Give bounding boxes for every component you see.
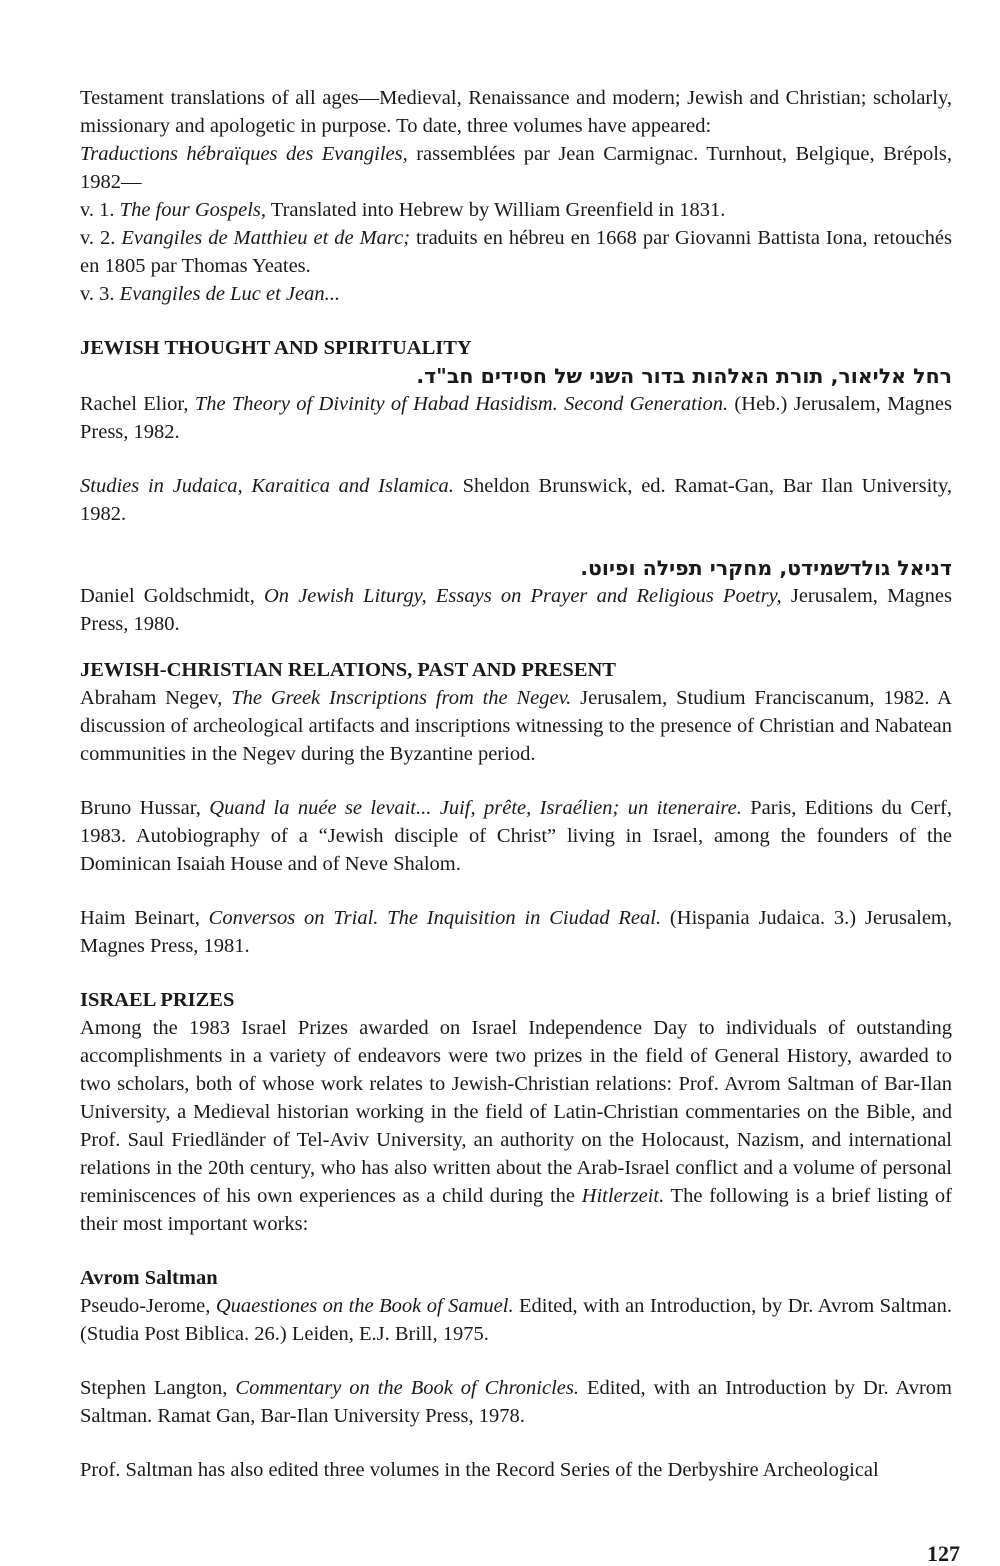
volume-2: v. 2. Evangiles de Matthieu et de Marc; traduits en hébreu en 1668 par Giovanni Battista Iona, retouchés en 1805 par Thomas Yeates. — [80, 227, 952, 277]
entry-elior: Rachel Elior, The Theory of Divinity of Habad Hasidism. Second Generation. (Heb.) Jerusalem, Magnes Press, 1982. — [80, 393, 952, 443]
entry-hussar: Bruno Hussar, Quand la nuée se levait... Juif, prête, Israélien; un iteneraire. Paris, Editions du Cerf, 1983. Autobiography of a “Jewish disciple of Christ” living in Israel, among the founders of the Dominican Isaiah House and of Neve Shalom. — [80, 797, 952, 875]
section-heading-relations: JEWISH-CHRISTIAN RELATIONS, PAST AND PRESENT — [80, 659, 616, 681]
section-heading-israel-prizes: ISRAEL PRIZES — [80, 989, 235, 1011]
israel-prizes-paragraph: Among the 1983 Israel Prizes awarded on Israel Independence Day to individuals of outstanding accomplishments in a variety of endeavors were two prizes in the field of General History, awarded to two scholars, both of whose work relates to Jewish-Christian relations: Prof. Avrom Saltman of Bar-Ilan University, a Medieval historian working in the field of Latin-Christian commentaries on the Bible, and Prof. Saul Friedländer of Tel-Aviv University, an authority on the Holocaust, Nazism, and international relations in the 20th century, who has also written about the Arab-Israel conflict and a volume of personal reminiscences of his own experiences as a child during the Hitlerzeit. The following is a brief listing of their most important works: — [80, 1017, 952, 1235]
entry-langton: Stephen Langton, Commentary on the Book of Chronicles. Edited, with an Introduction by Dr. Avrom Saltman. Ramat Gan, Bar-Ilan University Press, 1978. — [80, 1377, 952, 1427]
closing-line: Prof. Saltman has also edited three volumes in the Record Series of the Derbyshire Archeological — [80, 1459, 879, 1481]
entry-negev: Abraham Negev, The Greek Inscriptions from the Negev. Jerusalem, Studium Franciscanum, 1982. A discussion of archeological artifacts and inscriptions witnessing to the presence of Christian and Nabatean communities in the Negev during the Byzantine period. — [80, 687, 952, 765]
entry-studies-judaica: Studies in Judaica, Karaitica and Islamica. Sheldon Brunswick, ed. Ramat-Gan, Bar Ilan University, 1982. — [80, 475, 952, 525]
intro-paragraph — [80, 84, 952, 196]
entry-goldschmidt: Daniel Goldschmidt, On Jewish Liturgy, Essays on Prayer and Religious Poetry, Jerusalem, Magnes Press, 1980. — [80, 585, 952, 635]
intro-text: Testament translations of all ages—Medieval, Renaissance and modern; Jewish and Christian; scholarly, missionary and apologetic in purpose. To date, three volumes have appeared: — [80, 87, 952, 137]
section-heading-jewish-thought: JEWISH THOUGHT AND SPIRITUALITY — [80, 337, 472, 359]
volume-1: v. 1. The four Gospels, Translated into Hebrew by William Greenfield in 1831. — [80, 199, 726, 221]
series-title: Traductions hébraïques des Evangiles, — [80, 143, 408, 165]
page-content — [80, 84, 952, 1484]
subheading-saltman: Avrom Saltman — [80, 1267, 218, 1289]
volume-3: v. 3. Evangiles de Luc et Jean... — [80, 283, 340, 305]
entry-beinart: Haim Beinart, Conversos on Trial. The Inquisition in Ciudad Real. (Hispania Judaica. 3.) Jerusalem, Magnes Press, 1981. — [80, 907, 952, 957]
series-citation: rassemblées par Jean Carmignac. Turnhout, Belgique, Brépols, 1982— — [80, 143, 953, 193]
hebrew-citation-goldschmidt: דניאל גולדשמידט, מחקרי תפילה ופיוט. — [580, 556, 952, 580]
entry-pseudo-jerome: Pseudo-Jerome, Quaestiones on the Book of Samuel. Edited, with an Introduction, by Dr. Avrom Saltman. (Studia Post Biblica. 26.) Leiden, E.J. Brill, 1975. — [80, 1295, 952, 1345]
page-number: 127 — [927, 1541, 960, 1566]
hebrew-citation-elior: רחל אליאור, תורת האלהות בדור השני של חסידים חב"ד. — [416, 364, 952, 388]
